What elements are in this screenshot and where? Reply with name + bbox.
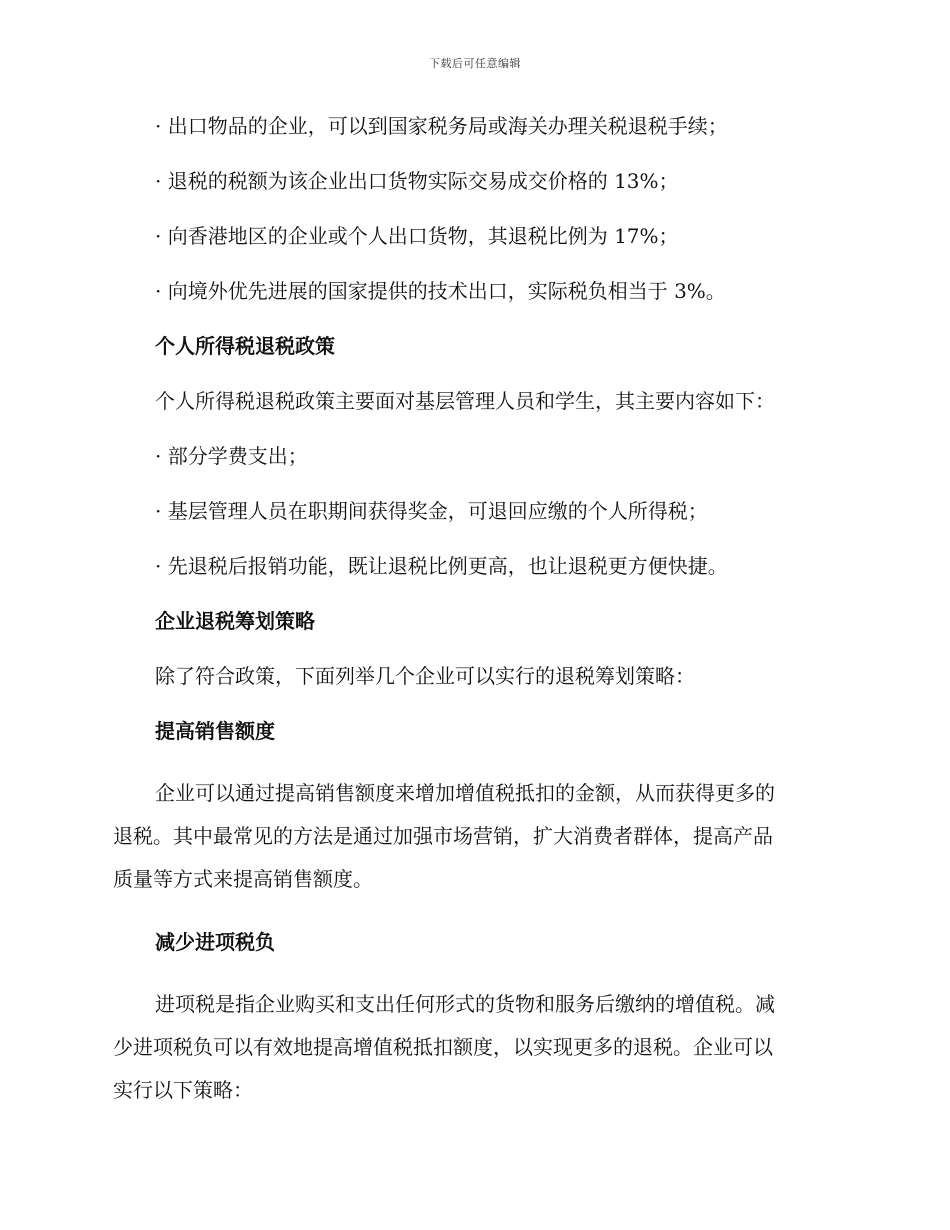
bullet-export-1: · 出口物品的企业，可以到国家税务局或海关办理关税退税手续；	[155, 114, 728, 138]
input-tax-paragraph	[113, 983, 831, 1112]
bullet-export-2: · 退税的税额为该企业出口货物实际交易成交价格的 13%；	[155, 169, 679, 193]
heading-input-tax: 减少进项税负	[155, 930, 275, 954]
document-body	[113, 112, 833, 1139]
personal-tax-intro: 个人所得税退税政策主要面对基层管理人员和学生，其主要内容如下：	[155, 389, 775, 413]
input-line-3: 实行以下策略：	[113, 1078, 253, 1102]
bullet-personal-1: · 部分学费支出；	[155, 444, 308, 468]
page-header: 下载后可任意编辑	[429, 57, 521, 70]
bullet-personal-3: · 先退税后报销功能，既让退税比例更高，也让退税更方便快捷。	[155, 554, 728, 578]
input-line-2: 少进项税负可以有效地提高增值税抵扣额度，以实现更多的退税。企业可以	[113, 1035, 773, 1059]
sales-line-1: 企业可以通过提高销售额度来增加增值税抵扣的金额，从而获得更多的	[155, 781, 775, 805]
bullet-personal-2: · 基层管理人员在职期间获得奖金，可退回应缴的个人所得税；	[155, 499, 708, 523]
sales-line-2: 退税。其中最常见的方法是通过加强市场营销，扩大消费者群体，提高产品	[113, 824, 773, 848]
heading-sales: 提高销售额度	[155, 719, 275, 743]
planning-intro: 除了符合政策，下面列举几个企业可以实行的退税筹划策略：	[155, 664, 695, 688]
input-line-1: 进项税是指企业购买和支出任何形式的货物和服务后缴纳的增值税。减	[155, 992, 775, 1016]
heading-planning: 企业退税筹划策略	[155, 609, 315, 633]
sales-paragraph	[113, 772, 831, 901]
bullet-export-3: · 向香港地区的企业或个人出口货物，其退税比例为 17%；	[155, 224, 679, 248]
sales-line-3: 质量等方式来提高销售额度。	[113, 867, 373, 891]
heading-personal-tax: 个人所得税退税政策	[155, 334, 335, 358]
bullet-export-4: · 向境外优先进展的国家提供的技术出口，实际税负相当于 3%。	[155, 279, 726, 303]
